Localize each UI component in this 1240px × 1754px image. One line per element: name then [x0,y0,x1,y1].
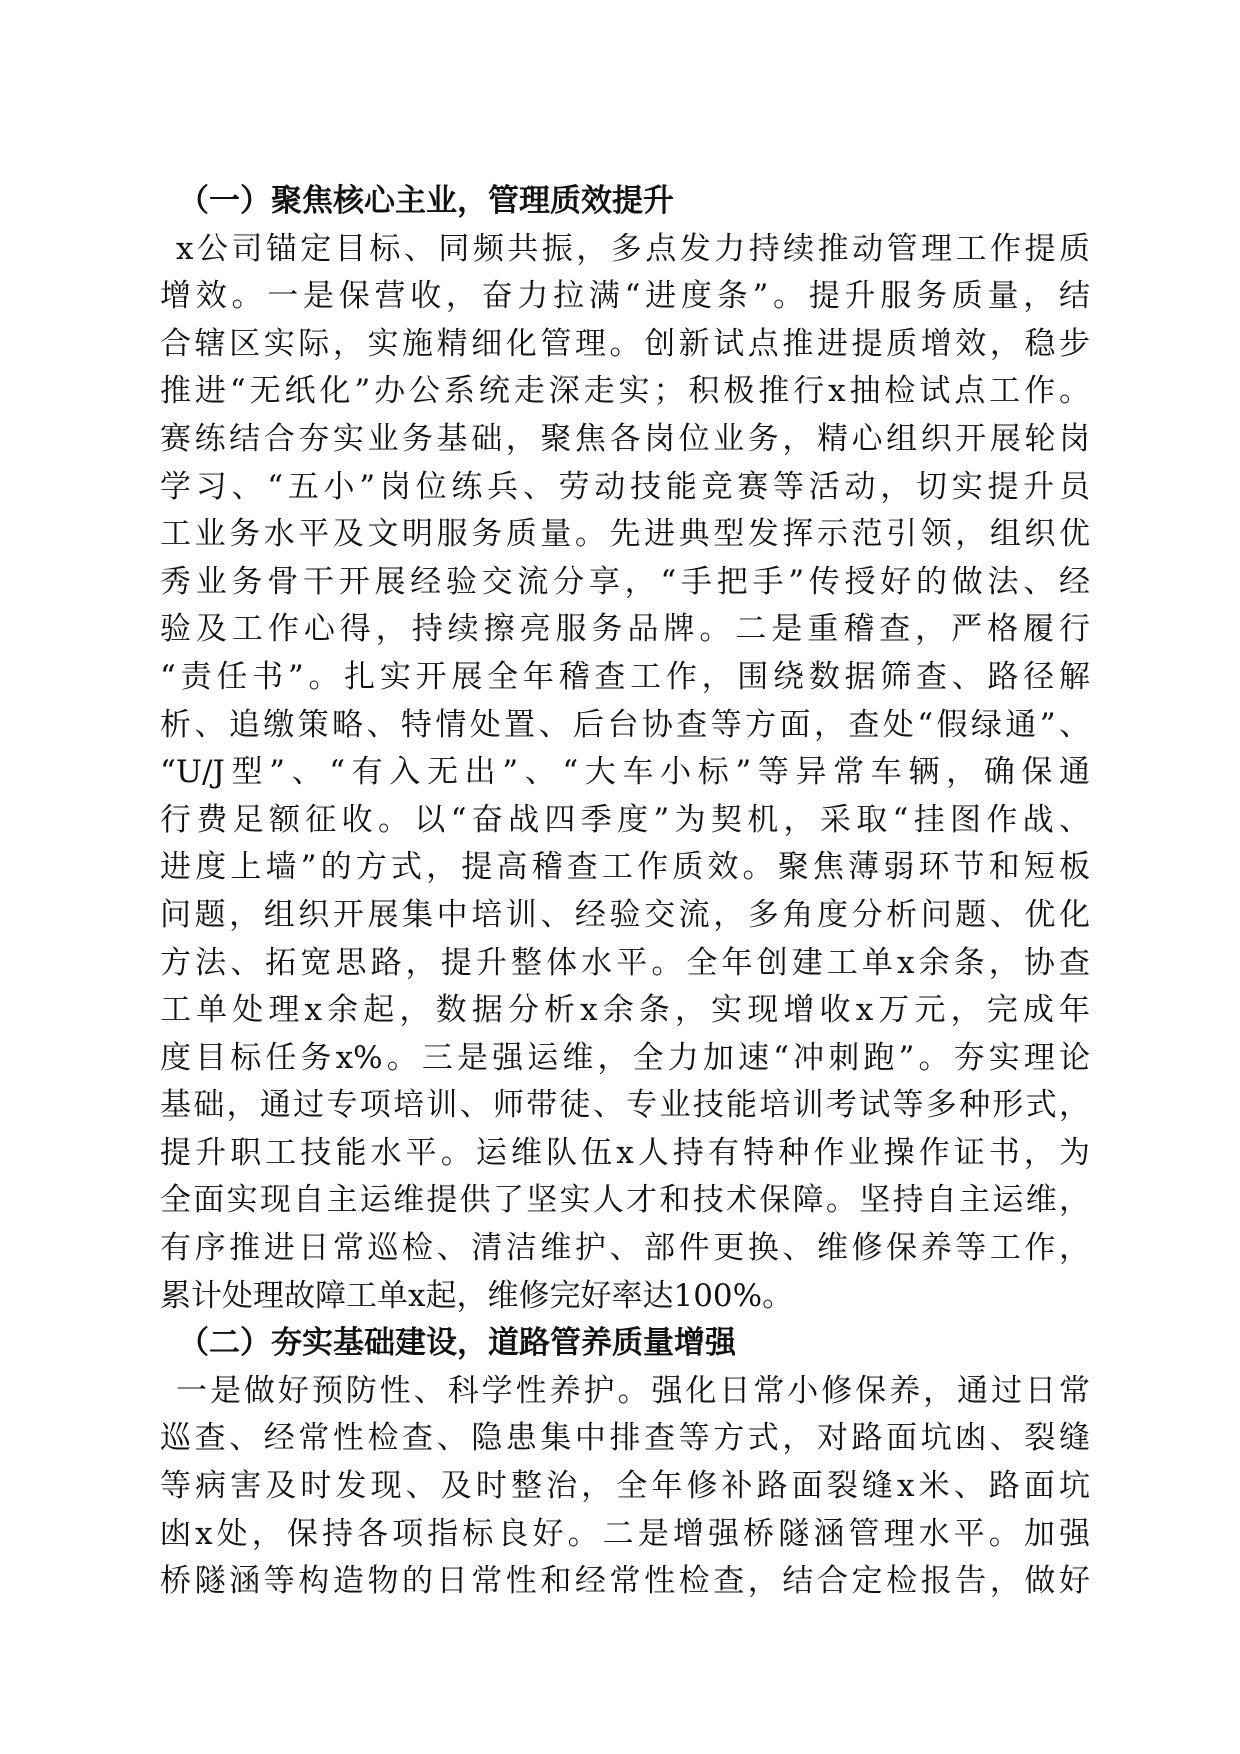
paragraph-line: 推进“无纸化”办公系统走深走实；积极推行x抽检试点工作。 [160,373,1090,410]
paragraph-line: 合辖区实际，实施精细化管理。创新试点推进提质增效，稳步 [160,325,1090,362]
paragraph-line: 析、追缴策略、特情处置、后台协查等方面，查处“假绿通”、 [160,706,1090,743]
paragraph-line: 工单处理x余起，数据分析x余条，实现增收x万元，完成年 [160,992,1090,1029]
paragraph-line: 赛练结合夯实业务基础，聚焦各岗位业务，精心组织开展轮岗 [160,420,1090,457]
paragraph-line: 度目标任务x%。三是强运维，全力加速“冲刺跑”。夯实理论 [160,1039,1090,1076]
paragraph-line: “U/J型”、“有入无出”、“大车小标”等异常车辆，确保通 [160,754,1090,791]
paragraph-line: “责任书”。扎实开展全年稽查工作，围绕数据筛查、路径解 [160,658,1090,695]
section-2-heading: （二）夯实基础建设，道路管养质量增强 [178,1325,736,1362]
paragraph-line: 一是做好预防性、科学性养护。强化日常小修保养，通过日常 [176,1372,1090,1409]
paragraph-line: 验及工作心得，持续擦亮服务品牌。二是重稽查，严格履行 [160,611,1090,648]
paragraph-line: 凼x处，保持各项指标良好。二是增强桥隧涵管理水平。加强 [160,1515,1090,1552]
section-1-body [160,226,1090,1321]
document-page [160,178,1090,1606]
paragraph-line: 进度上墙”的方式，提高稽查工作质效。聚焦薄弱环节和短板 [160,849,1090,886]
paragraph-line: 桥隧涵等构造物的日常性和经常性检查，结合定检报告，做好 [160,1563,1090,1600]
paragraph-line: 问题，组织开展集中培训、经验交流，多角度分析问题、优化 [160,896,1090,933]
paragraph-line: 方法、拓宽思路，提升整体水平。全年创建工单x余条，协查 [160,944,1090,981]
paragraph-line: 提升职工技能水平。运维队伍x人持有特种作业操作证书，为 [160,1134,1090,1171]
section-2-body [160,1368,1090,1606]
paragraph-line: 基础，通过专项培训、师带徒、专业技能培训考试等多种形式， [160,1087,1090,1124]
paragraph-line: x公司锚定目标、同频共振，多点发力持续推动管理工作提质 [176,230,1090,267]
paragraph-line: 累计处理故障工单x起，维修完好率达100%。 [160,1277,794,1314]
paragraph-line: 行费足额征收。以“奋战四季度”为契机，采取“挂图作战、 [160,801,1090,838]
paragraph-line: 增效。一是保营收，奋力拉满“进度条”。提升服务质量，结 [160,278,1090,315]
paragraph-line: 工业务水平及文明服务质量。先进典型发挥示范引领，组织优 [160,516,1090,553]
paragraph-line: 秀业务骨干开展经验交流分享，“手把手”传授好的做法、经 [160,563,1090,600]
paragraph-line: 巡查、经常性检查、隐患集中排查等方式，对路面坑凼、裂缝 [160,1420,1090,1457]
paragraph-line: 全面实现自主运维提供了坚实人才和技术保障。坚持自主运维， [160,1182,1090,1219]
paragraph-line: 学习、“五小”岗位练兵、劳动技能竞赛等活动，切实提升员 [160,468,1090,505]
paragraph-line: 等病害及时发现、及时整治，全年修补路面裂缝x米、路面坑 [160,1468,1090,1505]
paragraph-line: 有序推进日常巡检、清洁维护、部件更换、维修保养等工作， [160,1230,1090,1267]
section-1-heading: （一）聚焦核心主业，管理质效提升 [178,183,674,219]
